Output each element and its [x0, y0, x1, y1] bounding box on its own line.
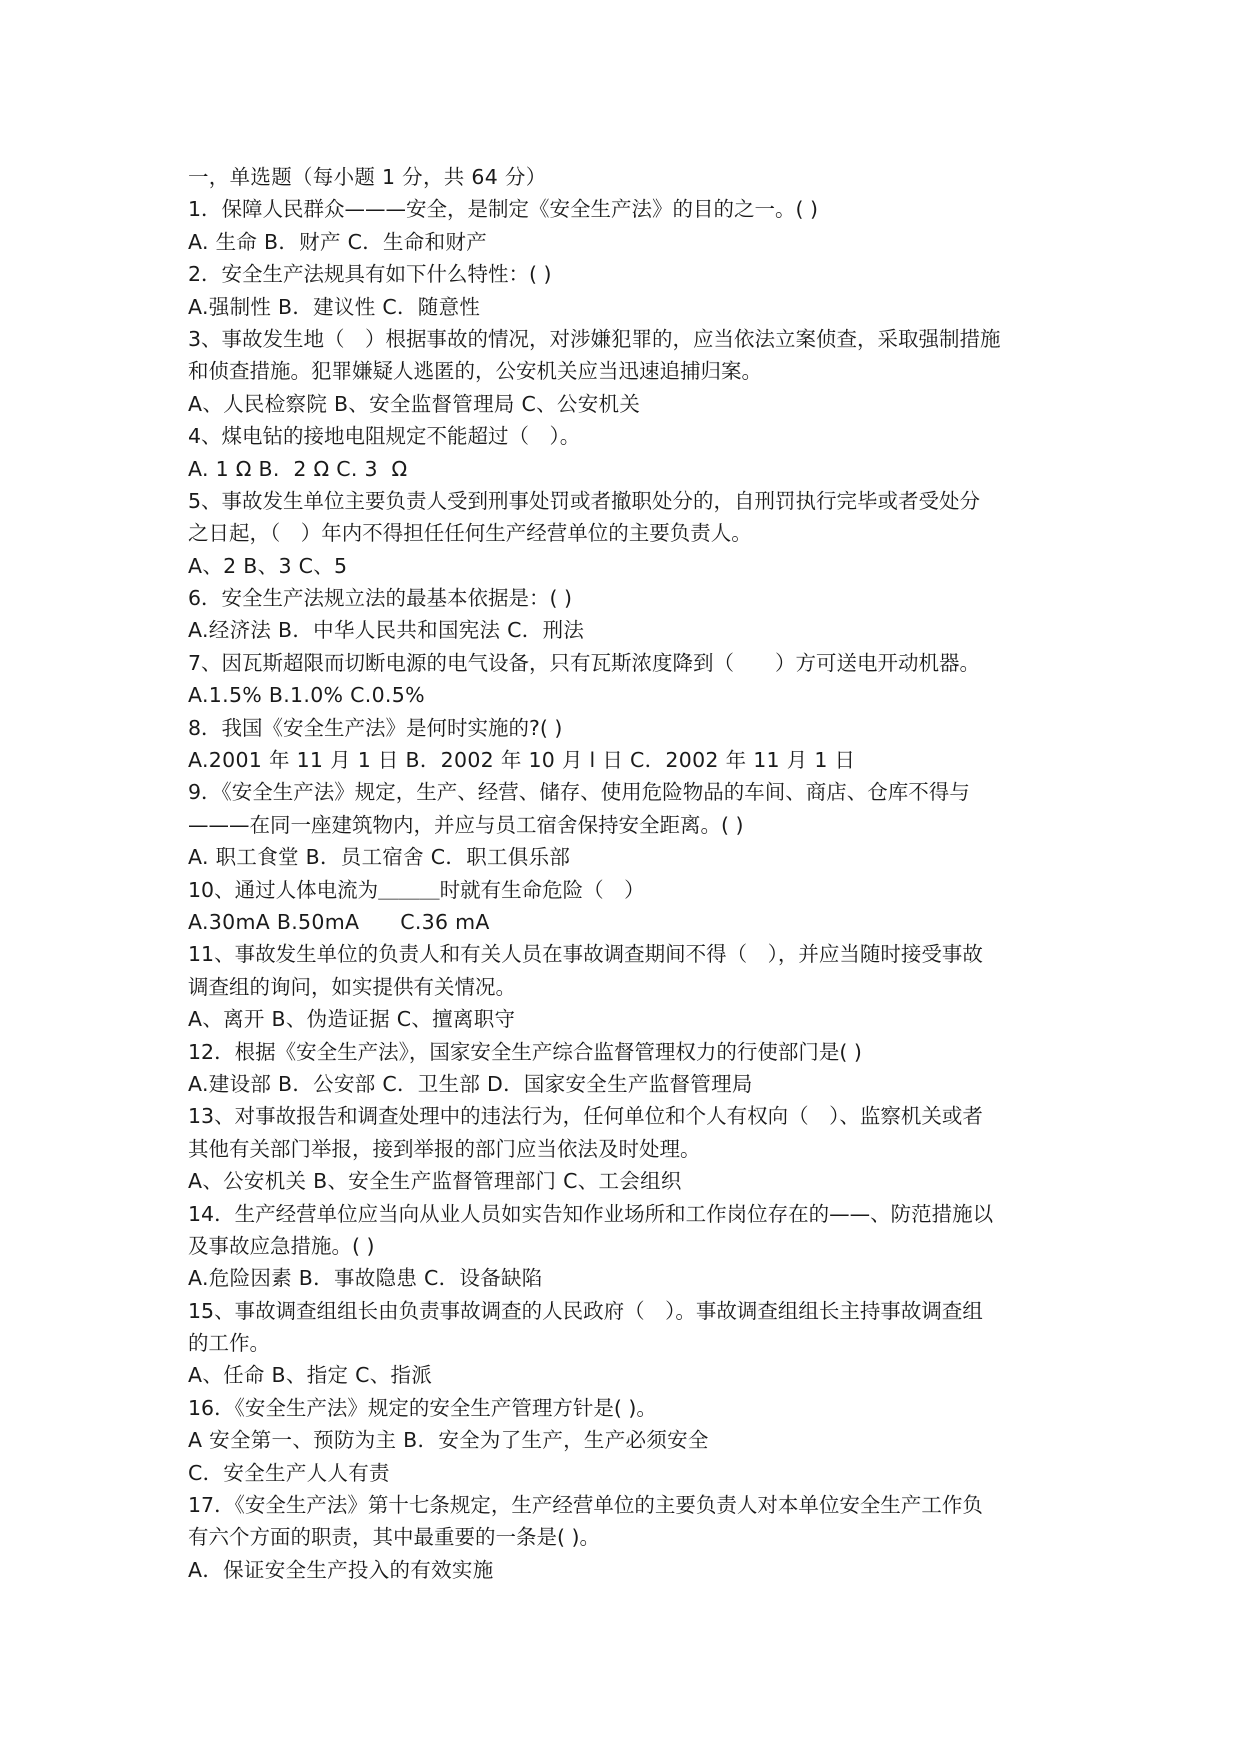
- question-text-line: 14．生产经营单位应当向从业人员如实告知作业场所和工作岗位存在的——、防范措施以: [188, 1201, 994, 1226]
- section-title: 一，单选题（每小题 1 分，共 64 分）: [188, 165, 547, 189]
- question-item: [188, 1295, 1068, 1392]
- answer-options: A.经济法 B．中华人民共和国宪法 C．刑法: [188, 618, 585, 643]
- question-text: [188, 776, 1068, 841]
- answer-options: A.强制性 B．建议性 C．随意性: [188, 294, 481, 319]
- answer-options: A.30mA B.50mA C.36 mA: [188, 909, 490, 934]
- question-text-line: 2．安全生产法规具有如下什么特性：( ): [188, 262, 552, 287]
- question-text-line: 调查组的询问，如实提供有关情况。: [188, 974, 516, 999]
- question-text-line: 的工作。: [188, 1331, 270, 1356]
- answer-options: A、人民检察院 B、安全监督管理局 C、公安机关: [188, 391, 641, 416]
- question-text-line: 7、因瓦斯超限而切断电源的电气设备，只有瓦斯浓度降到（ ）方可送电开动机器。: [188, 650, 981, 675]
- question-text-line: 12．根据《安全生产法》，国家安全生产综合监督管理权力的行使部门是( ): [188, 1039, 862, 1064]
- question-text-line: 1．保障人民群众———安全，是制定《安全生产法》的目的之一。( ): [188, 197, 819, 222]
- question-text-line: 9．《安全生产法》规定，生产、经营、储存、使用危险物品的车间、商店、仓库不得与: [188, 780, 970, 805]
- question-text: [188, 420, 1068, 452]
- answer-options: A、2 B、3 C、5: [188, 553, 348, 578]
- question-text-line: 8．我国《安全生产法》是何时实施的?( ): [188, 715, 563, 740]
- question-text-line: 及事故应急措施。( ): [188, 1233, 375, 1258]
- question-item: [188, 1036, 1068, 1101]
- question-text-line: 15、事故调查组组长由负责事故调查的人民政府（ ）。事故调查组组长主持事故调查组: [188, 1298, 983, 1323]
- question-text-line: 4、煤电钻的接地电阻规定不能超过（ ）。: [188, 424, 581, 449]
- question-text: [188, 1392, 1068, 1424]
- question-item: [188, 1392, 1068, 1457]
- question-item: [188, 647, 1068, 712]
- question-text: [188, 1036, 1068, 1068]
- answer-options: A. 职工食堂 B．员工宿舍 C．职工俱乐部: [188, 845, 571, 870]
- question-item: [188, 1100, 1068, 1197]
- answer-options: A、任命 B、指定 C、指派: [188, 1363, 433, 1388]
- question-item: [188, 1457, 1068, 1489]
- question-text-line: 11、事故发生单位的负责人和有关人员在事故调查期间不得（ ），并应当随时接受事故: [188, 942, 983, 967]
- answer-options: A.1.5% B.1.0% C.0.5%: [188, 683, 425, 708]
- answer-options: C．安全生产人人有责: [188, 1460, 390, 1485]
- document-page: [188, 161, 1068, 1586]
- question-text: [188, 647, 1068, 679]
- question-item: [188, 938, 1068, 1035]
- question-text: [188, 938, 1068, 1003]
- question-list: [188, 193, 1068, 1586]
- question-text-line: 16．《安全生产法》规定的安全生产管理方针是( )。: [188, 1395, 657, 1420]
- answer-options: A.危险因素 B．事故隐患 C．设备缺陷: [188, 1266, 543, 1291]
- question-item: [188, 1489, 1068, 1586]
- question-text-line: 6．安全生产法规立法的最基本依据是：( ): [188, 586, 573, 611]
- answer-options: A. 1 Ω B. 2 Ω C. 3 Ω: [188, 456, 408, 481]
- question-item: [188, 712, 1068, 777]
- question-item: [188, 258, 1068, 323]
- question-text-line: 5、事故发生单位主要负责人受到刑事处罚或者撤职处分的，自刑罚执行完毕或者受处分: [188, 488, 981, 513]
- question-text: [188, 1295, 1068, 1360]
- question-item: [188, 874, 1068, 939]
- question-text-line: 17．《安全生产法》第十七条规定，生产经营单位的主要负责人对本单位安全生产工作负: [188, 1493, 983, 1518]
- question-text: [188, 193, 1068, 225]
- question-text-line: ———在同一座建筑物内，并应与员工宿舍保持安全距离。( ): [188, 812, 744, 837]
- answer-options: A. 生命 B．财产 C．生命和财产: [188, 229, 488, 254]
- question-item: [188, 1198, 1068, 1295]
- question-text: [188, 582, 1068, 614]
- question-text: [188, 258, 1068, 290]
- answer-options: A、离开 B、伪造证据 C、擅离职守: [188, 1007, 516, 1032]
- answer-options: A 安全第一、预防为主 B．安全为了生产，生产必须安全: [188, 1428, 709, 1453]
- question-text: [188, 323, 1068, 388]
- question-text: [188, 874, 1068, 906]
- question-item: [188, 420, 1068, 485]
- answer-options: A.2001 年 11 月 1 日 B．2002 年 10 月 l 日 C．2002 年 11 月 1 日: [188, 748, 856, 773]
- question-item: [188, 323, 1068, 420]
- question-text-line: 10、通过人体电流为＿＿＿时就有生命危险（ ）: [188, 877, 645, 902]
- question-text-line: 有六个方面的职责，其中最重要的一条是( )。: [188, 1525, 601, 1550]
- question-item: [188, 776, 1068, 873]
- question-text: [188, 1100, 1068, 1165]
- question-text-line: 和侦查措施。犯罪嫌疑人逃匿的，公安机关应当迅速追捕归案。: [188, 359, 762, 384]
- question-text: [188, 1489, 1068, 1554]
- question-text-line: 之日起，（ ）年内不得担任任何生产经营单位的主要负责人。: [188, 521, 752, 546]
- answer-options: A．保证安全生产投入的有效实施: [188, 1557, 494, 1582]
- answer-options: A.建设部 B．公安部 C．卫生部 D．国家安全生产监督管理局: [188, 1071, 753, 1096]
- question-item: [188, 485, 1068, 582]
- answer-options: A、公安机关 B、安全生产监督管理部门 C、工会组织: [188, 1169, 682, 1194]
- question-item: [188, 193, 1068, 258]
- question-text: [188, 712, 1068, 744]
- question-text-line: 13、对事故报告和调查处理中的违法行为，任何单位和个人有权向（ ）、监察机关或者: [188, 1104, 983, 1129]
- question-text-line: 3、事故发生地（ ）根据事故的情况，对涉嫌犯罪的，应当依法立案侦查，采取强制措施: [188, 326, 1001, 351]
- question-text-line: 其他有关部门举报，接到举报的部门应当依法及时处理。: [188, 1136, 701, 1161]
- question-text: [188, 485, 1068, 550]
- question-item: [188, 582, 1068, 647]
- question-text: [188, 1198, 1068, 1263]
